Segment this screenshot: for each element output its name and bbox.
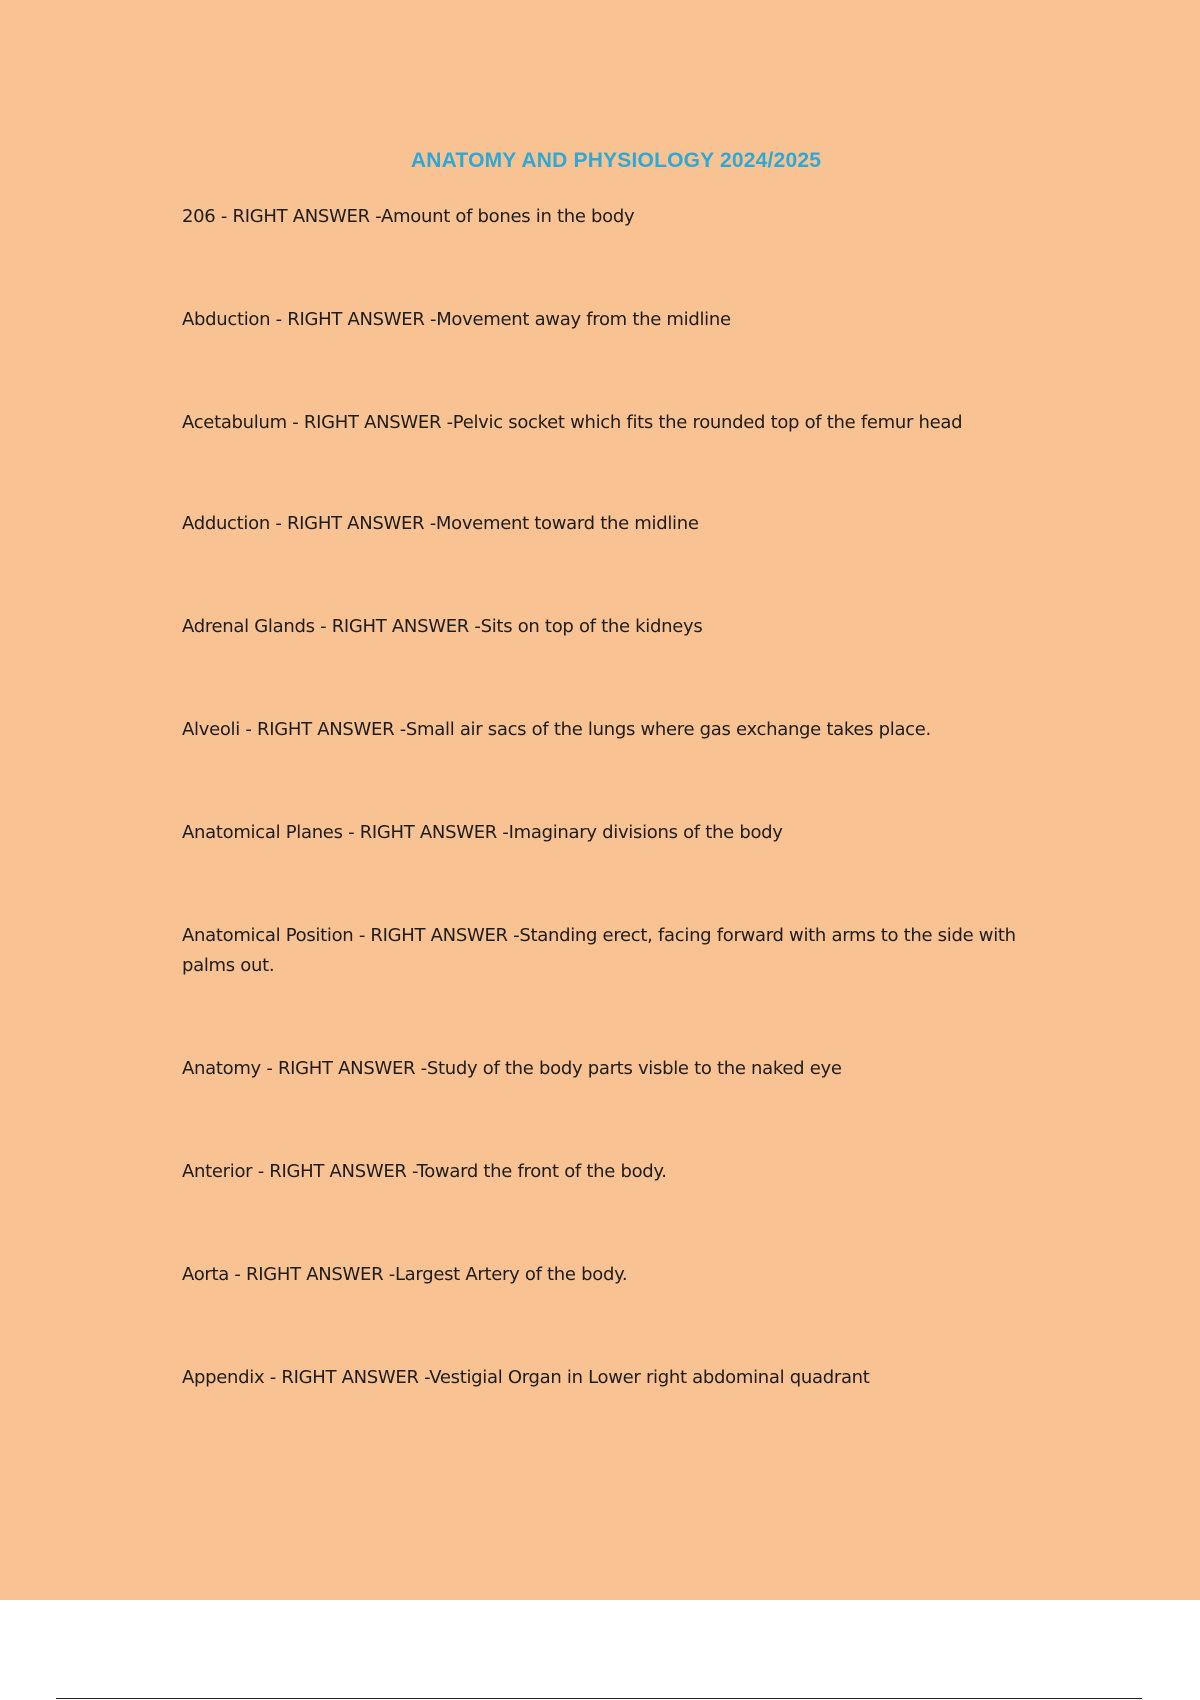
- list-item: Appendix - RIGHT ANSWER -Vestigial Organ in Lower right abdominal quadrant: [182, 1367, 870, 1388]
- list-item: Anatomy - RIGHT ANSWER -Study of the body parts visble to the naked eye: [182, 1058, 842, 1079]
- list-item: Adduction - RIGHT ANSWER -Movement toward the midline: [182, 513, 699, 534]
- footer-divider: [56, 1698, 1142, 1699]
- list-item: Acetabulum - RIGHT ANSWER -Pelvic socket which fits the rounded top of the femur head: [182, 412, 963, 433]
- list-item: 206 - RIGHT ANSWER -Amount of bones in the body: [182, 206, 635, 227]
- list-item: Adrenal Glands - RIGHT ANSWER -Sits on top of the kidneys: [182, 616, 703, 637]
- entry-list: [182, 202, 1062, 1393]
- list-item: Aorta - RIGHT ANSWER -Largest Artery of the body.: [182, 1264, 628, 1285]
- list-item: Abduction - RIGHT ANSWER -Movement away from the midline: [182, 309, 731, 330]
- list-item: Anatomical Planes - RIGHT ANSWER -Imaginary divisions of the body: [182, 822, 783, 843]
- list-item: Anterior - RIGHT ANSWER -Toward the front of the body.: [182, 1161, 667, 1182]
- page-title: ANATOMY AND PHYSIOLOGY 2024/2025: [410, 149, 822, 172]
- list-item: Alveoli - RIGHT ANSWER -Small air sacs of the lungs where gas exchange takes place.: [182, 719, 931, 740]
- list-item: Anatomical Position - RIGHT ANSWER -Standing erect, facing forward with arms to the side with palms out.: [182, 925, 1016, 976]
